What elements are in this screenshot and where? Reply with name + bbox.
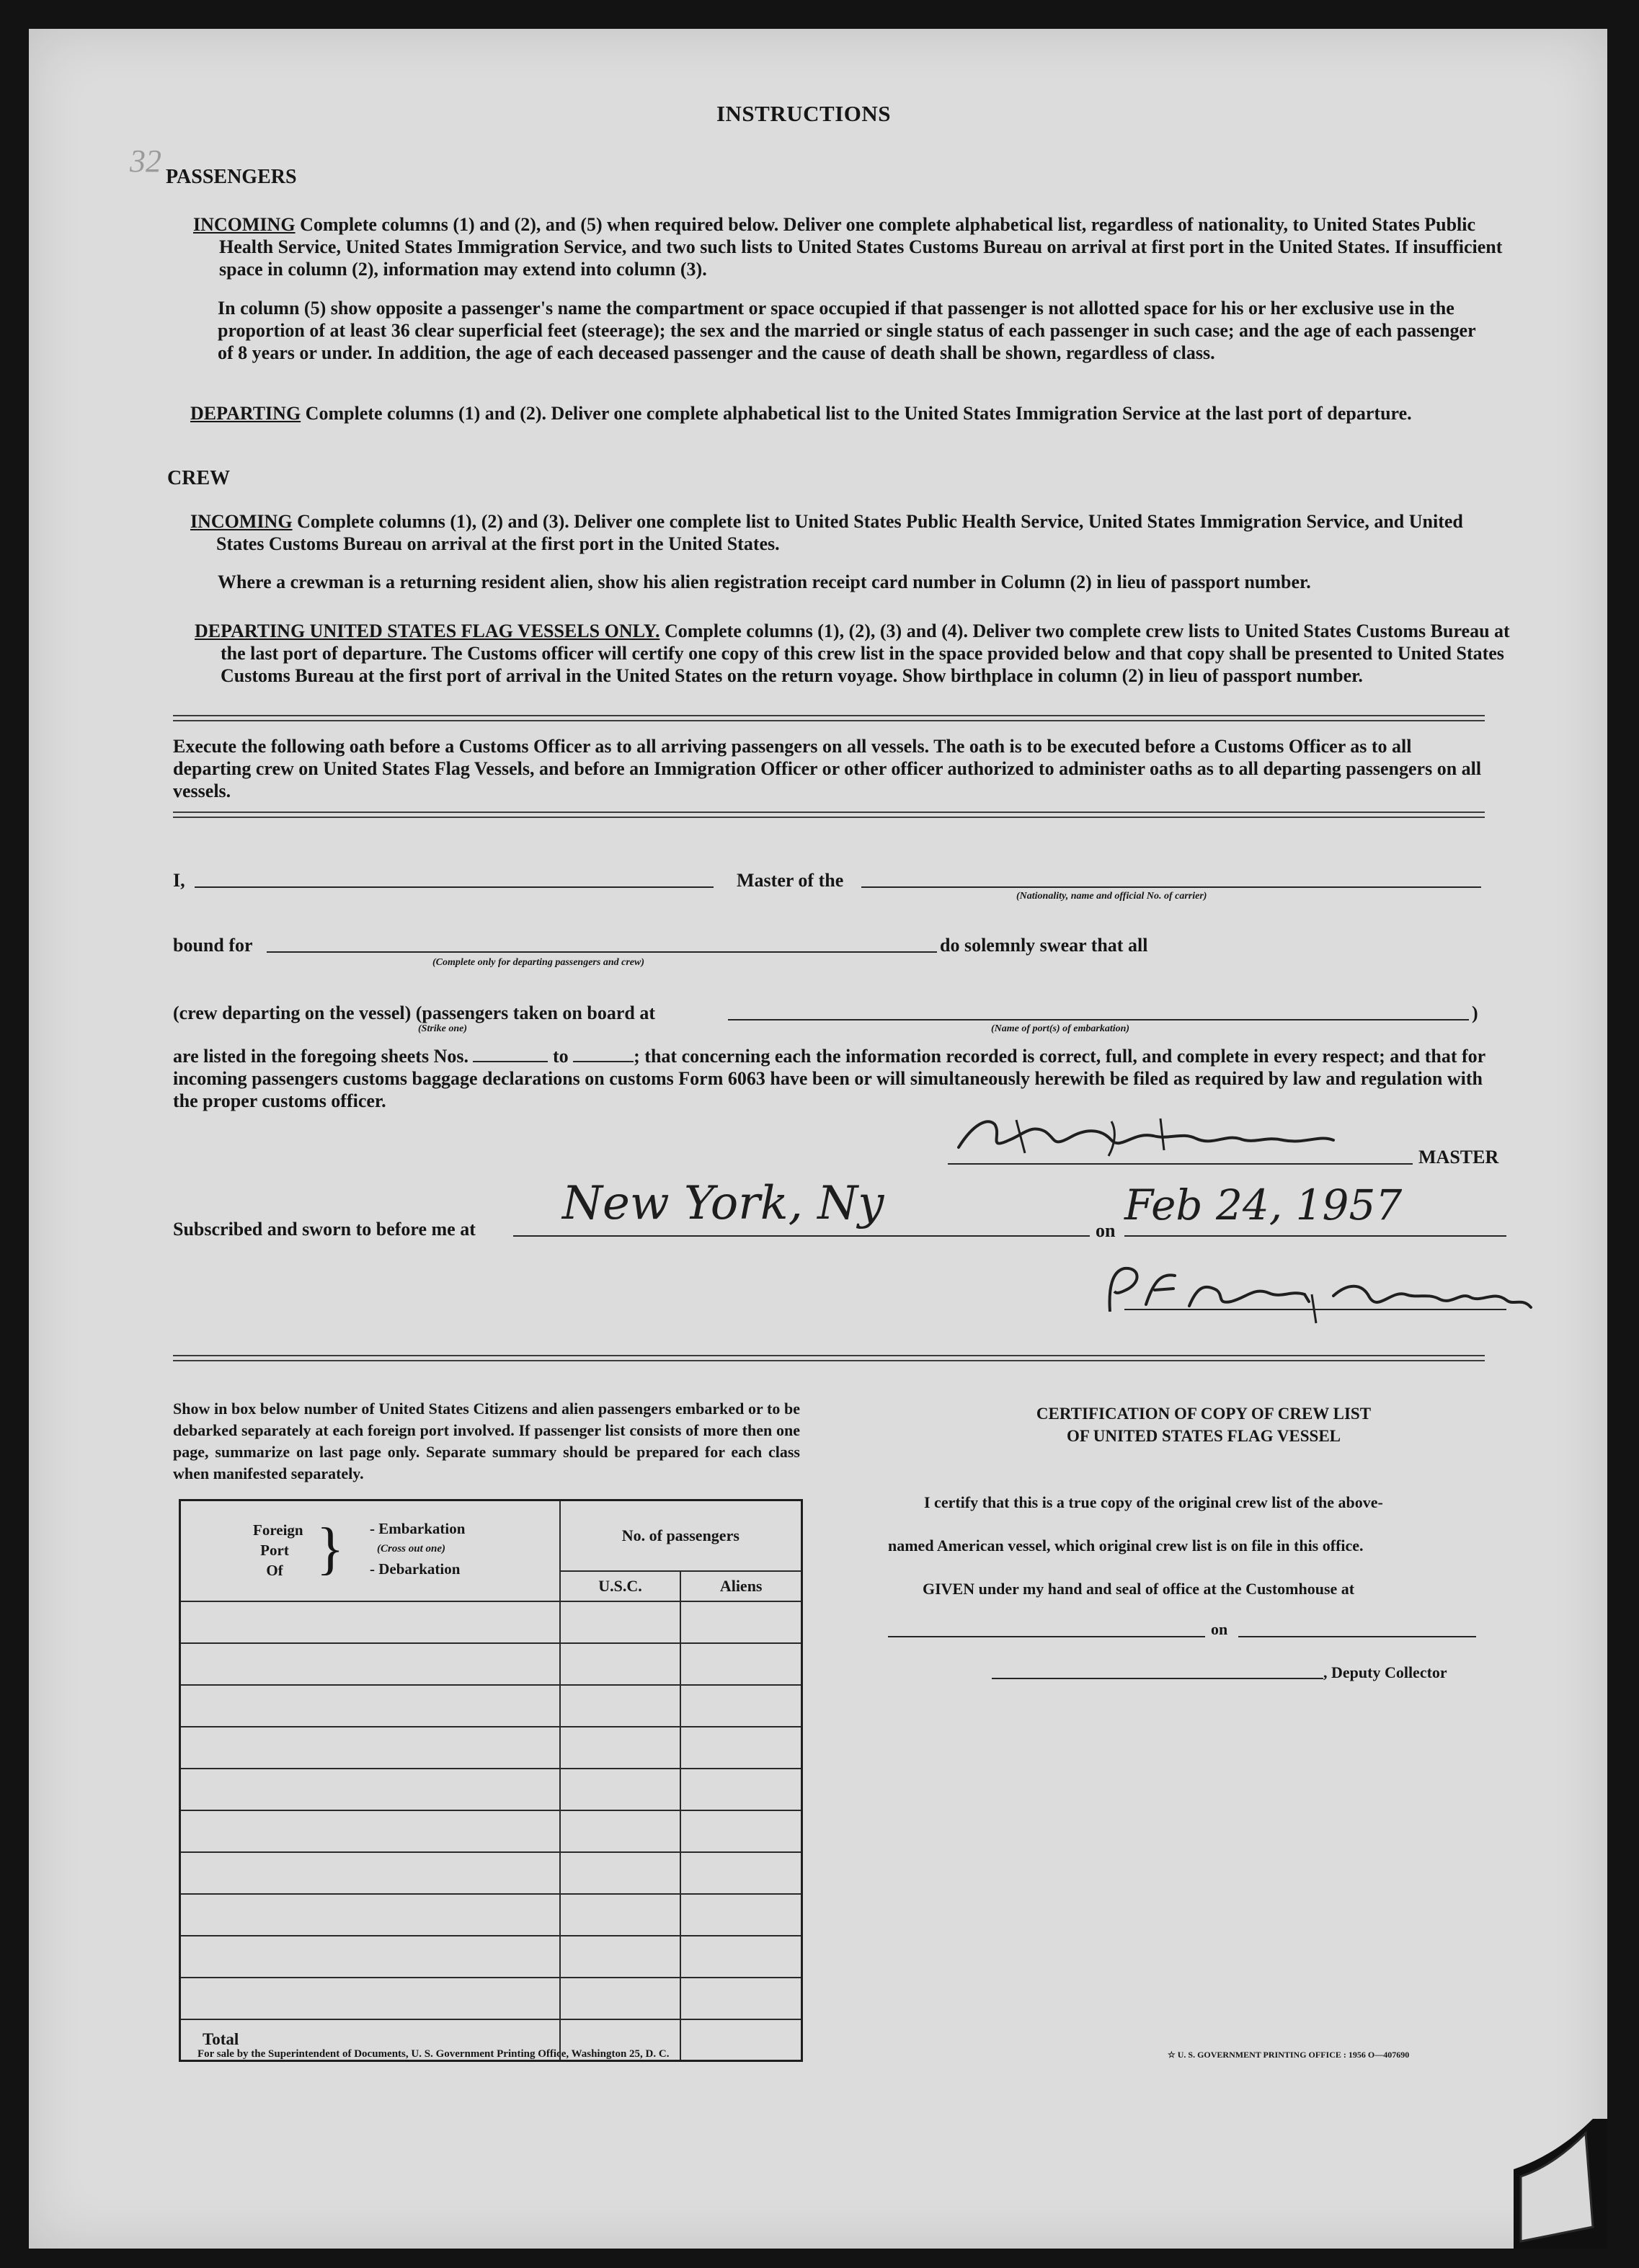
- table-cell[interactable]: [560, 1978, 681, 2019]
- summary-instructions: Show in box below number of United States Citizens and alien passengers embarked or to be debarked separately at each foreign port involved. If passenger list consists of more then one page, summarize on last page only. Separate summary should be prepared for each class when manifested separately.: [173, 1400, 800, 1482]
- close-paren: ): [1472, 1002, 1478, 1023]
- certification-title-line1: CERTIFICATION OF COPY OF CREW LIST: [1036, 1405, 1372, 1423]
- passengers-departing-label: DEPARTING: [190, 403, 301, 424]
- certification-line1: I certify that this is a true copy of the original crew list of the above-: [924, 1493, 1383, 1511]
- sheets-rest-text: ; that concerning each the information recorded is correct, full, and complete in every respect; and that for incoming passengers customs baggage declarations on customs Form 6063 have been or will simultaneously herewith be filed as required by law and regulation with the proper customs officer.: [173, 1046, 1485, 1111]
- ports-field[interactable]: [728, 1019, 1469, 1020]
- table-cell[interactable]: [560, 1601, 681, 1643]
- handwritten-place: New York, Ny: [562, 1177, 884, 1230]
- total-aliens-cell[interactable]: [680, 2019, 801, 2061]
- crew-departing-text: Complete columns (1), (2), (3) and (4). Deliver two complete crew lists to United States Customs Bureau at the last port of departure. The Customs officer will certify one copy of this crew list in the space provided below and that copy shall be presented to United States Customs Bureau at the first port of arrival in the United States on the return voyage. Show birthplace in column (2) in lieu of passport number.: [221, 621, 1510, 686]
- certification-line3: GIVEN under my hand and seal of office at the Customhouse at: [923, 1580, 1355, 1598]
- table-cell[interactable]: [180, 1936, 560, 1978]
- table-cell[interactable]: [180, 1810, 560, 1852]
- subscribed-label: Subscribed and sworn to before me at: [173, 1219, 476, 1240]
- passengers-column5-paragraph: In column (5) show opposite a passenger's name the compartment or space occupied if that passenger is not allotted space for his or her exclusive use in the proportion of at least 36 clear superficial feet (steerage); the sex and the married or single status of each passenger in such case; and the age of each passenger of 8 years or under. In addition, the age of each deceased passenger and the cause of death shall be shown, regardless of class.: [218, 298, 1476, 363]
- crew-incoming-text: Complete columns (1), (2) and (3). Deliver one complete list to United States Public Health Service, United States Immigration Service, and United States Customs Bureau on arrival at the first port in the United States.: [216, 511, 1463, 554]
- table-cell[interactable]: [180, 1894, 560, 1936]
- table-cell[interactable]: [560, 1936, 681, 1978]
- sheets-label: are listed in the foregoing sheets Nos.: [173, 1046, 468, 1067]
- table-cell[interactable]: [180, 1852, 560, 1894]
- table-cell[interactable]: [560, 1769, 681, 1810]
- place-field[interactable]: [513, 1235, 1090, 1237]
- footer-printing-office: ☆ U. S. GOVERNMENT PRINTING OFFICE : 1956 O—407690: [1168, 2050, 1410, 2060]
- table-cell[interactable]: [180, 1978, 560, 2019]
- table-cell[interactable]: [680, 1769, 801, 1810]
- swear-label: do solemnly swear that all: [940, 935, 1148, 956]
- table-cell[interactable]: [560, 1685, 681, 1727]
- passenger-summary-table: [179, 1499, 803, 2062]
- table-cell[interactable]: [180, 1685, 560, 1727]
- crew-heading: CREW: [167, 467, 231, 489]
- strike-one-caption: (Strike one): [418, 1023, 468, 1034]
- certification-line2: named American vessel, which original crew list is on file in this office.: [888, 1537, 1364, 1555]
- aliens-header: Aliens: [680, 1571, 801, 1601]
- certification-on-label: on: [1211, 1620, 1228, 1638]
- date-field[interactable]: [1124, 1235, 1506, 1237]
- crew-incoming-label: INCOMING: [190, 511, 293, 532]
- handwritten-date: Feb 24, 1957: [1124, 1180, 1403, 1229]
- table-cell[interactable]: [680, 1852, 801, 1894]
- master-signature: [944, 1103, 1377, 1168]
- margin-page-number: 32: [130, 143, 161, 179]
- total-label: Total: [180, 2019, 560, 2061]
- table-cell[interactable]: [180, 1601, 560, 1643]
- bound-for-label: bound for: [173, 935, 253, 956]
- sheets-to-label: to: [552, 1046, 569, 1067]
- customhouse-field[interactable]: [888, 1636, 1205, 1637]
- sheets-from-field[interactable]: [473, 1048, 548, 1062]
- officer-signature-line[interactable]: [1124, 1309, 1506, 1310]
- table-cell[interactable]: [680, 1936, 801, 1978]
- nationality-caption: (Nationality, name and official No. of carrier): [1016, 891, 1207, 902]
- passengers-incoming-paragraph: [193, 213, 1509, 280]
- footer-sale-note: For sale by the Superintendent of Documents, U. S. Government Printing Office, Washington 25, D. C.: [197, 2048, 670, 2060]
- master-signature-line[interactable]: [948, 1163, 1413, 1165]
- table-cell[interactable]: [180, 1643, 560, 1685]
- document-page: [29, 29, 1607, 2249]
- bound-for-caption: (Complete only for departing passengers and crew): [432, 957, 644, 968]
- instructions-heading: INSTRUCTIONS: [716, 101, 891, 126]
- crew-passengers-label: (crew departing on the vessel) (passengers taken on board at: [173, 1002, 655, 1023]
- master-of-label: Master of the: [737, 870, 844, 891]
- port-header-cell: [180, 1500, 560, 1601]
- table-cell[interactable]: [680, 1643, 801, 1685]
- table-cell[interactable]: [680, 1894, 801, 1936]
- certification-date-field[interactable]: [1238, 1636, 1476, 1637]
- table-cell[interactable]: [680, 1601, 801, 1643]
- oath-i-label: I,: [173, 870, 185, 891]
- crew-returning-alien-paragraph: Where a crewman is a returning resident alien, show his alien registration receipt card number in Column (2) in lieu of passport number.: [218, 572, 1311, 592]
- foreign-label: Foreign: [253, 1521, 303, 1539]
- table-cell[interactable]: [560, 1643, 681, 1685]
- double-rule: [173, 1355, 1485, 1361]
- table-cell[interactable]: [680, 1810, 801, 1852]
- embarkation-label: - Embarkation: [370, 1519, 466, 1537]
- certification-title-line2: OF UNITED STATES FLAG VESSEL: [1066, 1427, 1341, 1445]
- port-label: Port: [260, 1541, 289, 1559]
- bound-for-field[interactable]: [267, 951, 937, 953]
- crew-departing-paragraph: [195, 620, 1511, 687]
- table-cell[interactable]: [560, 1894, 681, 1936]
- crew-departing-label: DEPARTING UNITED STATES FLAG VESSELS ONLY.: [195, 621, 660, 641]
- table-cell[interactable]: [560, 1852, 681, 1894]
- on-label: on: [1096, 1220, 1116, 1241]
- no-of-passengers-header: No. of passengers: [560, 1500, 802, 1571]
- officer-signature: [1096, 1254, 1542, 1333]
- debarkation-label: - Debarkation: [370, 1560, 461, 1578]
- table-cell[interactable]: [180, 1727, 560, 1769]
- master-label: MASTER: [1418, 1147, 1499, 1168]
- brace-icon: }: [316, 1516, 345, 1580]
- double-rule: [173, 715, 1485, 721]
- table-cell[interactable]: [560, 1810, 681, 1852]
- sheets-to-field[interactable]: [573, 1048, 634, 1062]
- page-corner-fold: [1492, 2119, 1607, 2249]
- cross-out-caption: (Cross out one): [377, 1542, 446, 1555]
- table-cell[interactable]: [180, 1769, 560, 1810]
- table-cell[interactable]: [560, 1727, 681, 1769]
- passengers-incoming-text: Complete columns (1) and (2), and (5) when required below. Deliver one complete alphabetical list, regardless of nationality, to United States Public Health Service, United States Immigration Service, and two such lists to United States Customs Bureau on arrival at first port in the United States. If insufficient space in column (2), information may extend into column (3).: [219, 214, 1503, 280]
- deputy-collector-signature-field[interactable]: [992, 1678, 1323, 1679]
- crew-incoming-paragraph: [190, 510, 1509, 555]
- passengers-heading: PASSENGERS: [166, 166, 297, 188]
- certification-title: [879, 1402, 1528, 1447]
- vessel-name-field[interactable]: [861, 886, 1481, 888]
- passengers-departing-paragraph: [190, 402, 1509, 424]
- table-cell[interactable]: [680, 1727, 801, 1769]
- passengers-incoming-label: INCOMING: [193, 214, 296, 235]
- double-rule: [173, 811, 1485, 818]
- table-cell[interactable]: [680, 1685, 801, 1727]
- deputy-collector-label: , Deputy Collector: [1323, 1663, 1447, 1681]
- ports-caption: (Name of port(s) of embarkation): [991, 1023, 1130, 1034]
- master-name-field[interactable]: [195, 886, 714, 888]
- table-cell[interactable]: [680, 1978, 801, 2019]
- oath-instruction-paragraph: Execute the following oath before a Customs Officer as to all arriving passengers on all vessels. The oath is to be executed before a Customs Officer as to all departing crew on United States Flag Vessels, and before an Immigration Officer or other officer authorized to administer oaths as to all departing passengers on all vessels.: [173, 736, 1482, 801]
- passengers-departing-text: Complete columns (1) and (2). Deliver one complete alphabetical list to the United States Immigration Service at the last port of departure.: [305, 403, 1412, 424]
- usc-header: U.S.C.: [560, 1571, 681, 1601]
- of-label: Of: [266, 1561, 283, 1579]
